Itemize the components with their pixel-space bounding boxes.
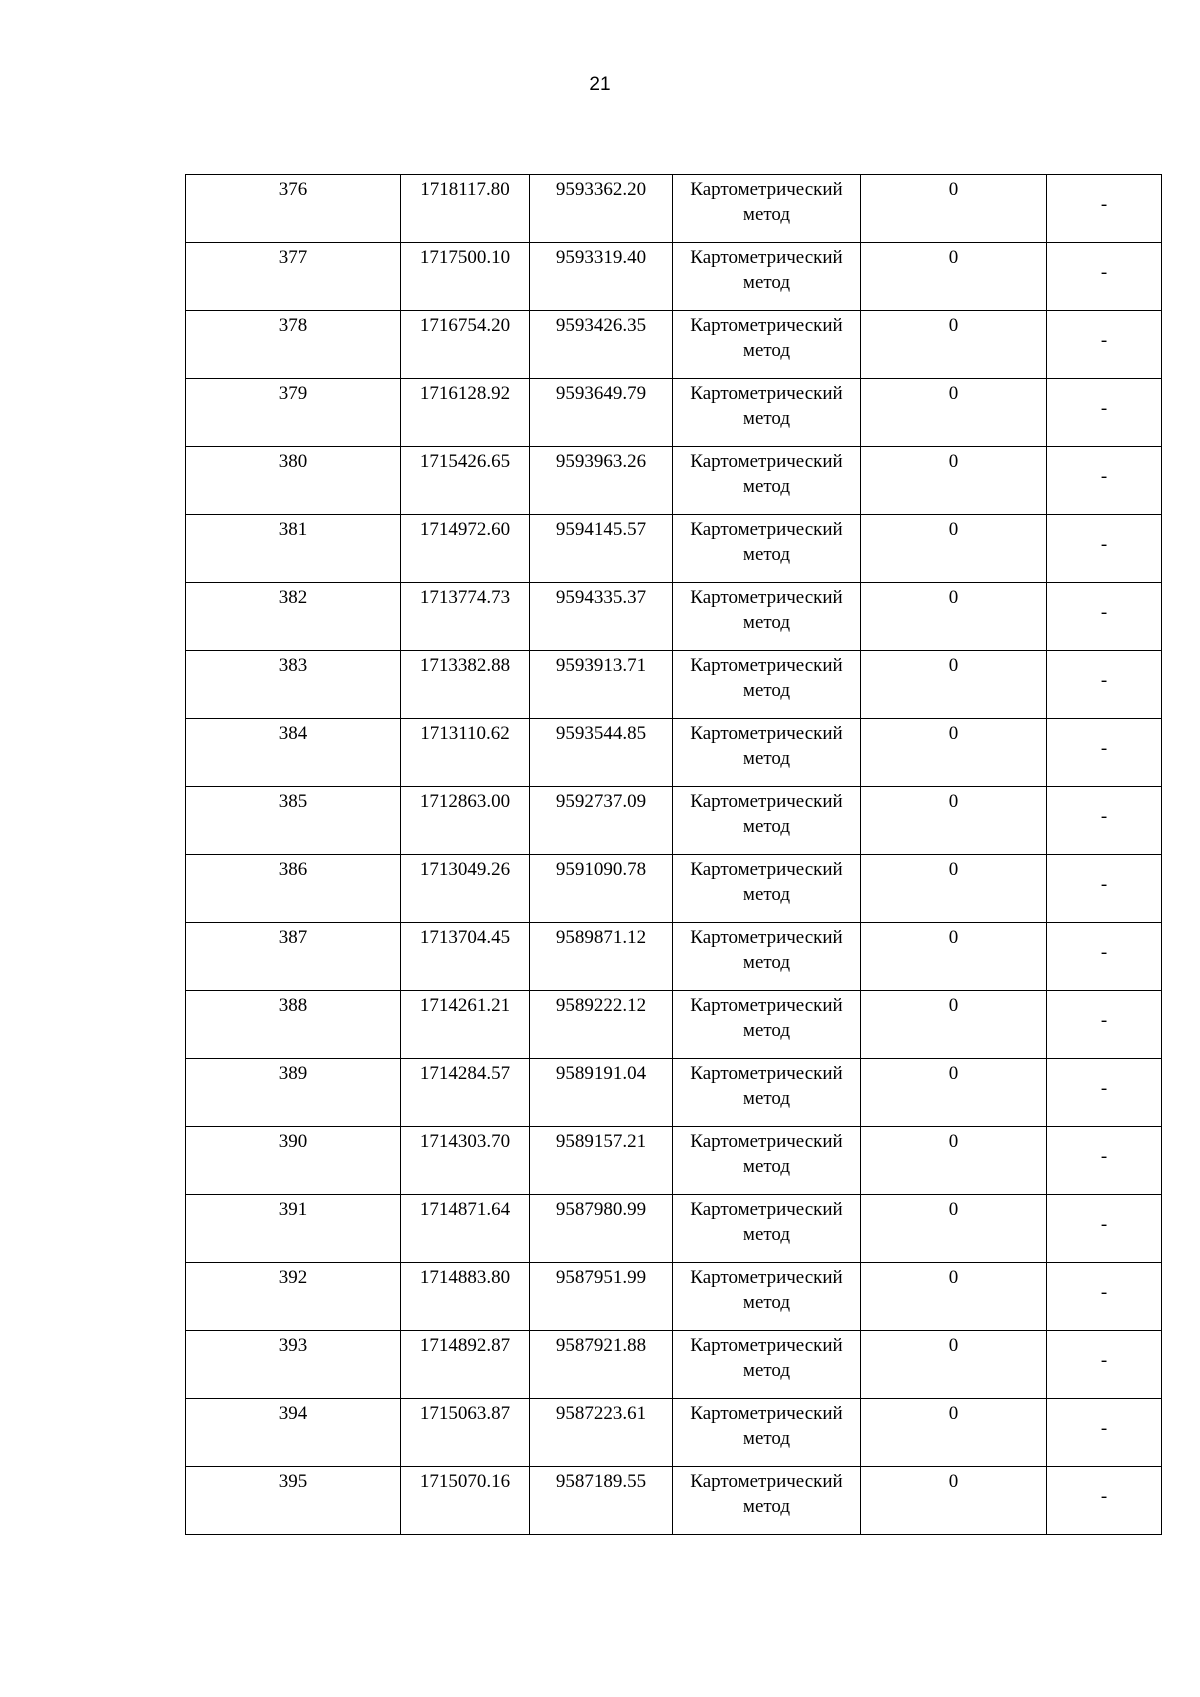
x-coordinate-cell [401,447,530,515]
accuracy-cell [861,243,1047,311]
point-number-cell [186,311,401,379]
y-coordinate-cell [530,243,673,311]
x-coordinate-cell [401,311,530,379]
note-cell [1047,379,1162,447]
y-coordinate-cell-text: 9594335.37 [555,587,647,608]
y-coordinate-cell [530,923,673,991]
note-cell [1047,991,1162,1059]
table-row [186,1399,1162,1467]
y-coordinate-cell-text: 9587189.55 [555,1471,647,1492]
note-cell [1047,787,1162,855]
note-cell [1047,583,1162,651]
x-coordinate-cell-text: 1714261.21 [419,995,511,1016]
point-number-cell [186,719,401,787]
method-cell-text: Картометрический метод [690,927,843,973]
point-number-cell-text: 394 [278,1403,308,1424]
accuracy-cell-text: 0 [948,791,959,812]
table-row [186,923,1162,991]
point-number-cell-text: 390 [278,1131,308,1152]
table-row [186,1059,1162,1127]
method-cell [673,1059,861,1127]
x-coordinate-cell-text: 1715426.65 [419,451,511,472]
point-number-cell [186,1331,401,1399]
method-cell [673,1467,861,1535]
table-row [186,447,1162,515]
point-number-cell [186,991,401,1059]
note-cell [1047,1263,1162,1331]
y-coordinate-cell [530,447,673,515]
note-cell-text: - [1100,466,1108,487]
point-number-cell-text: 388 [278,995,308,1016]
method-cell [673,515,861,583]
table-row [186,515,1162,583]
note-cell-text: - [1100,1214,1108,1235]
x-coordinate-cell [401,787,530,855]
y-coordinate-cell-text: 9589157.21 [555,1131,647,1152]
y-coordinate-cell-text: 9594145.57 [555,519,647,540]
point-number-cell-text: 381 [278,519,308,540]
note-cell-text: - [1100,398,1108,419]
point-number-cell-text: 395 [278,1471,308,1492]
method-cell [673,991,861,1059]
method-cell [673,1195,861,1263]
note-cell-text: - [1100,1418,1108,1439]
x-coordinate-cell [401,1263,530,1331]
note-cell [1047,855,1162,923]
method-cell-text: Картометрический метод [690,1335,843,1381]
accuracy-cell [861,583,1047,651]
accuracy-cell-text: 0 [948,1471,959,1492]
note-cell-text: - [1100,942,1108,963]
method-cell-text: Картометрический метод [690,1063,843,1109]
table-row [186,1467,1162,1535]
point-number-cell-text: 377 [278,247,308,268]
method-cell-text: Картометрический метод [690,655,843,701]
method-cell [673,175,861,243]
method-cell-text: Картометрический метод [690,1267,843,1313]
accuracy-cell [861,515,1047,583]
accuracy-cell [861,311,1047,379]
y-coordinate-cell-text: 9587951.99 [555,1267,647,1288]
point-number-cell [186,1467,401,1535]
y-coordinate-cell-text: 9589871.12 [555,927,647,948]
accuracy-cell-text: 0 [948,451,959,472]
point-number-cell [186,175,401,243]
accuracy-cell-text: 0 [948,655,959,676]
x-coordinate-cell-text: 1714284.57 [419,1063,511,1084]
table-row [186,311,1162,379]
y-coordinate-cell [530,1127,673,1195]
table-row [186,1331,1162,1399]
accuracy-cell [861,651,1047,719]
note-cell-text: - [1100,194,1108,215]
method-cell [673,855,861,923]
point-number-cell [186,583,401,651]
y-coordinate-cell [530,991,673,1059]
method-cell [673,1399,861,1467]
table-row [186,379,1162,447]
y-coordinate-cell [530,1059,673,1127]
method-cell [673,311,861,379]
point-number-cell [186,379,401,447]
y-coordinate-cell-text: 9591090.78 [555,859,647,880]
y-coordinate-cell-text: 9592737.09 [555,791,647,812]
point-number-cell [186,855,401,923]
note-cell-text: - [1100,1282,1108,1303]
note-cell-text: - [1100,1486,1108,1507]
y-coordinate-cell [530,379,673,447]
accuracy-cell-text: 0 [948,1063,959,1084]
accuracy-cell [861,1399,1047,1467]
note-cell [1047,1467,1162,1535]
y-coordinate-cell-text: 9587921.88 [555,1335,647,1356]
x-coordinate-cell [401,1059,530,1127]
coordinates-table [185,174,1162,1535]
point-number-cell-text: 386 [278,859,308,880]
x-coordinate-cell-text: 1713774.73 [419,587,511,608]
note-cell-text: - [1100,738,1108,759]
accuracy-cell [861,923,1047,991]
x-coordinate-cell-text: 1716754.20 [419,315,511,336]
x-coordinate-cell [401,1195,530,1263]
table-row [186,1263,1162,1331]
y-coordinate-cell [530,651,673,719]
point-number-cell [186,1195,401,1263]
y-coordinate-cell [530,583,673,651]
table-row [186,651,1162,719]
y-coordinate-cell-text: 9587223.61 [555,1403,647,1424]
x-coordinate-cell [401,1399,530,1467]
point-number-cell [186,1263,401,1331]
accuracy-cell-text: 0 [948,179,959,200]
accuracy-cell-text: 0 [948,927,959,948]
note-cell [1047,923,1162,991]
x-coordinate-cell [401,175,530,243]
point-number-cell [186,787,401,855]
method-cell-text: Картометрический метод [690,587,843,633]
note-cell [1047,719,1162,787]
accuracy-cell [861,1127,1047,1195]
method-cell [673,923,861,991]
accuracy-cell-text: 0 [948,247,959,268]
note-cell-text: - [1100,330,1108,351]
method-cell-text: Картометрический метод [690,1131,843,1177]
method-cell [673,719,861,787]
note-cell [1047,1059,1162,1127]
y-coordinate-cell-text: 9587980.99 [555,1199,647,1220]
x-coordinate-cell-text: 1716128.92 [419,383,511,404]
point-number-cell [186,923,401,991]
accuracy-cell [861,855,1047,923]
method-cell-text: Картометрический метод [690,723,843,769]
y-coordinate-cell [530,515,673,583]
x-coordinate-cell [401,583,530,651]
y-coordinate-cell-text: 9593362.20 [555,179,647,200]
note-cell [1047,1195,1162,1263]
y-coordinate-cell [530,855,673,923]
note-cell [1047,447,1162,515]
accuracy-cell [861,719,1047,787]
accuracy-cell [861,1059,1047,1127]
x-coordinate-cell-text: 1715063.87 [419,1403,511,1424]
method-cell [673,1263,861,1331]
method-cell-text: Картометрический метод [690,179,843,225]
note-cell [1047,243,1162,311]
point-number-cell-text: 393 [278,1335,308,1356]
accuracy-cell [861,1467,1047,1535]
method-cell [673,651,861,719]
method-cell-text: Картометрический метод [690,1471,843,1517]
method-cell [673,379,861,447]
method-cell [673,583,861,651]
point-number-cell [186,515,401,583]
accuracy-cell-text: 0 [948,859,959,880]
x-coordinate-cell-text: 1713704.45 [419,927,511,948]
x-coordinate-cell-text: 1712863.00 [419,791,511,812]
accuracy-cell-text: 0 [948,723,959,744]
y-coordinate-cell-text: 9593319.40 [555,247,647,268]
accuracy-cell-text: 0 [948,383,959,404]
table-row [186,787,1162,855]
table-row [186,1127,1162,1195]
note-cell-text: - [1100,1078,1108,1099]
accuracy-cell [861,379,1047,447]
y-coordinate-cell-text: 9593426.35 [555,315,647,336]
table-body [186,175,1162,1535]
x-coordinate-cell-text: 1713049.26 [419,859,511,880]
method-cell-text: Картометрический метод [690,519,843,565]
point-number-cell-text: 378 [278,315,308,336]
accuracy-cell-text: 0 [948,315,959,336]
accuracy-cell [861,1331,1047,1399]
x-coordinate-cell-text: 1714303.70 [419,1131,511,1152]
point-number-cell-text: 382 [278,587,308,608]
method-cell [673,243,861,311]
point-number-cell [186,1059,401,1127]
point-number-cell-text: 384 [278,723,308,744]
method-cell-text: Картометрический метод [690,451,843,497]
accuracy-cell [861,1195,1047,1263]
page-number: 21 [589,74,611,95]
y-coordinate-cell-text: 9593913.71 [555,655,647,676]
point-number-cell-text: 379 [278,383,308,404]
table-row [186,243,1162,311]
y-coordinate-cell [530,1263,673,1331]
x-coordinate-cell [401,243,530,311]
point-number-cell [186,243,401,311]
x-coordinate-cell [401,379,530,447]
x-coordinate-cell [401,923,530,991]
x-coordinate-cell-text: 1713110.62 [420,723,510,744]
x-coordinate-cell [401,651,530,719]
y-coordinate-cell-text: 9593649.79 [555,383,647,404]
point-number-cell-text: 389 [278,1063,308,1084]
point-number-cell-text: 376 [278,179,308,200]
note-cell [1047,175,1162,243]
x-coordinate-cell [401,991,530,1059]
point-number-cell-text: 391 [278,1199,308,1220]
x-coordinate-cell-text: 1714883.80 [419,1267,511,1288]
table-row [186,991,1162,1059]
method-cell [673,787,861,855]
x-coordinate-cell [401,1331,530,1399]
method-cell-text: Картометрический метод [690,1199,843,1245]
y-coordinate-cell [530,175,673,243]
accuracy-cell-text: 0 [948,1335,959,1356]
accuracy-cell-text: 0 [948,1267,959,1288]
accuracy-cell [861,1263,1047,1331]
note-cell [1047,1399,1162,1467]
x-coordinate-cell [401,1127,530,1195]
method-cell-text: Картометрический метод [690,383,843,429]
y-coordinate-cell [530,1399,673,1467]
method-cell-text: Картометрический метод [690,995,843,1041]
note-cell-text: - [1100,602,1108,623]
note-cell [1047,515,1162,583]
method-cell [673,1127,861,1195]
y-coordinate-cell [530,787,673,855]
y-coordinate-cell [530,1467,673,1535]
accuracy-cell-text: 0 [948,519,959,540]
method-cell-text: Картометрический метод [690,859,843,905]
note-cell-text: - [1100,1350,1108,1371]
accuracy-cell-text: 0 [948,1199,959,1220]
note-cell-text: - [1100,262,1108,283]
x-coordinate-cell-text: 1718117.80 [420,179,510,200]
method-cell-text: Картометрический метод [690,315,843,361]
accuracy-cell [861,787,1047,855]
point-number-cell [186,1127,401,1195]
x-coordinate-cell-text: 1714972.60 [419,519,511,540]
point-number-cell-text: 380 [278,451,308,472]
accuracy-cell-text: 0 [948,587,959,608]
x-coordinate-cell [401,855,530,923]
point-number-cell [186,651,401,719]
accuracy-cell-text: 0 [948,1131,959,1152]
table-row [186,855,1162,923]
note-cell [1047,651,1162,719]
point-number-cell-text: 383 [278,655,308,676]
note-cell [1047,1331,1162,1399]
point-number-cell-text: 385 [278,791,308,812]
table-row [186,175,1162,243]
note-cell-text: - [1100,1146,1108,1167]
y-coordinate-cell [530,311,673,379]
x-coordinate-cell-text: 1714892.87 [419,1335,511,1356]
note-cell-text: - [1100,670,1108,691]
table-row [186,1195,1162,1263]
y-coordinate-cell-text: 9589191.04 [555,1063,647,1084]
method-cell [673,1331,861,1399]
note-cell-text: - [1100,534,1108,555]
y-coordinate-cell [530,719,673,787]
accuracy-cell [861,991,1047,1059]
x-coordinate-cell [401,515,530,583]
x-coordinate-cell [401,719,530,787]
accuracy-cell [861,447,1047,515]
point-number-cell [186,447,401,515]
note-cell [1047,311,1162,379]
y-coordinate-cell-text: 9593544.85 [555,723,647,744]
accuracy-cell-text: 0 [948,1403,959,1424]
x-coordinate-cell-text: 1717500.10 [419,247,511,268]
accuracy-cell-text: 0 [948,995,959,1016]
table-row [186,583,1162,651]
y-coordinate-cell-text: 9589222.12 [555,995,647,1016]
y-coordinate-cell [530,1195,673,1263]
note-cell-text: - [1100,806,1108,827]
accuracy-cell [861,175,1047,243]
x-coordinate-cell-text: 1713382.88 [419,655,511,676]
method-cell [673,447,861,515]
y-coordinate-cell-text: 9593963.26 [555,451,647,472]
y-coordinate-cell [530,1331,673,1399]
x-coordinate-cell-text: 1714871.64 [419,1199,511,1220]
method-cell-text: Картометрический метод [690,247,843,293]
point-number-cell-text: 387 [278,927,308,948]
note-cell-text: - [1100,874,1108,895]
note-cell [1047,1127,1162,1195]
method-cell-text: Картометрический метод [690,791,843,837]
x-coordinate-cell-text: 1715070.16 [419,1471,511,1492]
point-number-cell-text: 392 [278,1267,308,1288]
x-coordinate-cell [401,1467,530,1535]
note-cell-text: - [1100,1010,1108,1031]
method-cell-text: Картометрический метод [690,1403,843,1449]
table-row [186,719,1162,787]
point-number-cell [186,1399,401,1467]
